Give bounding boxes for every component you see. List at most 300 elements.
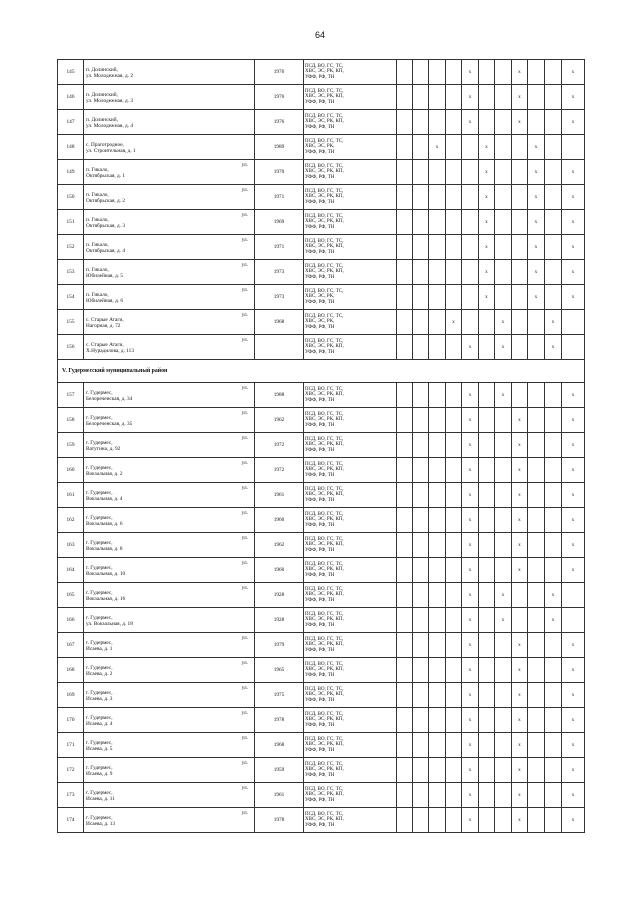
mark-cell: [528, 110, 545, 135]
street-prefix: ул.: [241, 660, 248, 666]
mark-cell: [462, 210, 479, 235]
mark-cell: [528, 508, 545, 533]
address-text: п. Долинский, ул. Молодежная, д. 3: [86, 91, 133, 104]
mark-cell: [429, 85, 446, 110]
mark-cell: [397, 583, 413, 608]
mark-cell: x: [462, 758, 479, 783]
address-text: г. Гудермес, Вокзальная, д. 6: [86, 514, 123, 527]
row-number: 156: [58, 335, 84, 360]
works-cell: ПСД, ВО, ГС, ТС, ХВС, ЭС, РК, КП, УФФ, РФ, ТН: [304, 758, 397, 783]
mark-cell: [397, 633, 413, 658]
mark-cell: [479, 683, 495, 708]
mark-cell: x: [545, 335, 562, 360]
mark-cell: [545, 558, 562, 583]
mark-cell: [462, 285, 479, 310]
year-cell: 1976: [255, 85, 304, 110]
mark-cell: x: [462, 733, 479, 758]
mark-cell: [429, 508, 446, 533]
mark-cell: [429, 433, 446, 458]
mark-cell: x: [462, 683, 479, 708]
mark-cell: [495, 808, 512, 833]
mark-cell: [429, 808, 446, 833]
mark-cell: [429, 558, 446, 583]
row-number: 160: [58, 458, 84, 483]
mark-cell: [512, 583, 528, 608]
mark-cell: x: [545, 583, 562, 608]
mark-cell: [495, 160, 512, 185]
address-cell: [84, 235, 255, 260]
mark-cell: [397, 658, 413, 683]
works-cell: ПСД, ВО, ГС, ТС, ХВС, ЭС, РК, КП, УФФ, РФ, ТН: [304, 783, 397, 808]
mark-cell: [545, 758, 562, 783]
street-prefix: ул.: [241, 435, 248, 441]
table-row: [58, 558, 585, 583]
mark-cell: [495, 210, 512, 235]
works-cell: ПСД, ВО, ГС, ТС, ХВС, ЭС, РК, КП, УФФ, РФ, ТН: [304, 708, 397, 733]
mark-cell: x: [479, 185, 495, 210]
works-cell: ПСД, ВО, ГС, ТС, ХВС, ЭС, РК, КП, УФФ, РФ, ТН: [304, 433, 397, 458]
mark-cell: [397, 808, 413, 833]
mark-cell: [512, 260, 528, 285]
mark-cell: [446, 558, 462, 583]
table-row: [58, 608, 585, 633]
works-cell: ПСД, ВО, ГС, ТС, ХВС, ЭС, РК, КП, УФФ, РФ, ТН: [304, 110, 397, 135]
mark-cell: [479, 508, 495, 533]
mark-cell: x: [562, 235, 585, 260]
mark-cell: x: [462, 533, 479, 558]
mark-cell: [528, 433, 545, 458]
mark-cell: [512, 285, 528, 310]
mark-cell: [479, 433, 495, 458]
address-text: г. Гудермес, Исаева, д. 4: [86, 714, 113, 727]
mark-cell: [545, 633, 562, 658]
mark-cell: x: [562, 633, 585, 658]
mark-cell: [446, 408, 462, 433]
address-cell: [84, 458, 255, 483]
year-cell: 1968: [255, 310, 304, 335]
address-text: п. Гикало, Юбилейная, д. 6: [86, 291, 124, 304]
address-text: с. Старые Атаги, Х.Нурадилова, д. 113: [86, 341, 134, 354]
mark-cell: [479, 633, 495, 658]
mark-cell: x: [562, 708, 585, 733]
mark-cell: [413, 210, 429, 235]
works-cell: ПСД, ВО, ГС, ТС, ХВС, ЭС, РК, КП, УФФ, РФ, ТН: [304, 383, 397, 408]
mark-cell: [397, 558, 413, 583]
address-cell: [84, 683, 255, 708]
mark-cell: [562, 583, 585, 608]
mark-cell: x: [562, 808, 585, 833]
table-row: [58, 683, 585, 708]
table-row: [58, 808, 585, 833]
street-prefix: ул.: [241, 535, 248, 541]
mark-cell: [512, 235, 528, 260]
address-text: п. Долинский, ул. Молодежная, д. 2: [86, 66, 133, 79]
street-prefix: ул.: [241, 560, 248, 566]
row-number: 165: [58, 583, 84, 608]
mark-cell: x: [512, 508, 528, 533]
mark-cell: [413, 135, 429, 160]
mark-cell: [545, 235, 562, 260]
mark-cell: x: [479, 260, 495, 285]
mark-cell: [512, 185, 528, 210]
mark-cell: x: [512, 533, 528, 558]
mark-cell: x: [462, 458, 479, 483]
street-prefix: ул.: [241, 785, 248, 791]
year-cell: 1973: [255, 285, 304, 310]
table-row: [58, 408, 585, 433]
address-text: г. Гудермес, Исаева, д. 5: [86, 739, 113, 752]
table-row: [58, 483, 585, 508]
mark-cell: [429, 633, 446, 658]
address-cell: [84, 483, 255, 508]
mark-cell: x: [562, 160, 585, 185]
mark-cell: [397, 60, 413, 85]
mark-cell: [429, 210, 446, 235]
street-prefix: ул.: [241, 337, 248, 343]
street-prefix: ул.: [241, 710, 248, 716]
mark-cell: [429, 783, 446, 808]
street-prefix: ул.: [241, 162, 248, 168]
mark-cell: x: [562, 285, 585, 310]
mark-cell: x: [528, 135, 545, 160]
mark-cell: [446, 683, 462, 708]
mark-cell: [397, 608, 413, 633]
mark-cell: x: [562, 508, 585, 533]
works-cell: ПСД, ВО, ГС, ТС, ХВС, ЭС, РК, КП, УФФ, РФ, ТН: [304, 483, 397, 508]
mark-cell: x: [495, 608, 512, 633]
mark-cell: x: [512, 658, 528, 683]
mark-cell: [446, 383, 462, 408]
table-row: [58, 583, 585, 608]
mark-cell: [429, 683, 446, 708]
table-row: [58, 533, 585, 558]
mark-cell: [462, 260, 479, 285]
mark-cell: [413, 160, 429, 185]
address-text: г. Гудермес, Вокзальная, д. 10: [86, 564, 126, 577]
mark-cell: x: [528, 285, 545, 310]
street-prefix: ул.: [241, 262, 248, 268]
mark-cell: [397, 683, 413, 708]
mark-cell: x: [479, 235, 495, 260]
table-row: [58, 458, 585, 483]
row-number: 163: [58, 533, 84, 558]
year-cell: 1960: [255, 508, 304, 533]
mark-cell: x: [462, 335, 479, 360]
table-row: [58, 733, 585, 758]
mark-cell: [545, 733, 562, 758]
mark-cell: [528, 558, 545, 583]
mark-cell: [545, 135, 562, 160]
address-cell: [84, 758, 255, 783]
works-cell: ПСД, ВО, ГС, ТС, ХВС, ЭС, РК, УФФ, РФ, ТН: [304, 135, 397, 160]
mark-cell: [429, 583, 446, 608]
street-prefix: ул.: [241, 485, 248, 491]
mark-cell: [429, 310, 446, 335]
address-cell: [84, 110, 255, 135]
address-text: г. Гудермес, Исаева, д. 9: [86, 764, 113, 777]
year-cell: 1989: [255, 135, 304, 160]
mark-cell: [479, 608, 495, 633]
street-prefix: ул.: [241, 312, 248, 318]
mark-cell: [512, 335, 528, 360]
row-number: 155: [58, 310, 84, 335]
mark-cell: [512, 210, 528, 235]
street-prefix: ул.: [241, 585, 248, 591]
address-text: г. Гудермес, Белореченская, д. 35: [86, 414, 133, 427]
mark-cell: [446, 758, 462, 783]
mark-cell: [545, 433, 562, 458]
mark-cell: x: [462, 783, 479, 808]
mark-cell: [545, 658, 562, 683]
table-row: [58, 708, 585, 733]
mark-cell: [479, 658, 495, 683]
row-number: 174: [58, 808, 84, 833]
mark-cell: [429, 235, 446, 260]
year-cell: 1976: [255, 60, 304, 85]
mark-cell: [413, 383, 429, 408]
mark-cell: [528, 633, 545, 658]
mark-cell: [562, 608, 585, 633]
mark-cell: [495, 433, 512, 458]
mark-cell: [397, 408, 413, 433]
year-cell: 1969: [255, 210, 304, 235]
mark-cell: x: [479, 160, 495, 185]
row-number: 164: [58, 558, 84, 583]
mark-cell: [413, 533, 429, 558]
mark-cell: [446, 285, 462, 310]
street-prefix: ул.: [241, 287, 248, 293]
address-text: п. Гикало, Октябрьская, д. 1: [86, 166, 126, 179]
table-body-part1: [58, 60, 585, 360]
mark-cell: x: [512, 758, 528, 783]
mark-cell: [495, 733, 512, 758]
mark-cell: [413, 60, 429, 85]
mark-cell: [495, 508, 512, 533]
address-text: с. Старые Атаги, Нагорная, д. 72: [86, 316, 124, 329]
year-cell: 1971: [255, 235, 304, 260]
section-header: [58, 360, 585, 383]
table-row: [58, 758, 585, 783]
mark-cell: [495, 458, 512, 483]
mark-cell: [512, 160, 528, 185]
mark-cell: [495, 558, 512, 583]
mark-cell: [429, 285, 446, 310]
works-cell: ПСД, ВО, ГС, ТС, ХВС, ЭС, РК, КП, УФФ, РФ, ТН: [304, 185, 397, 210]
address-text: г. Гудермес, Исаева, д. 1: [86, 639, 113, 652]
row-number: 152: [58, 235, 84, 260]
mark-cell: [397, 160, 413, 185]
mark-cell: [528, 808, 545, 833]
mark-cell: [397, 708, 413, 733]
address-cell: [84, 708, 255, 733]
row-number: 154: [58, 285, 84, 310]
mark-cell: x: [479, 210, 495, 235]
street-prefix: ул.: [241, 212, 248, 218]
street-prefix: ул.: [241, 187, 248, 193]
mark-cell: [495, 135, 512, 160]
address-cell: [84, 408, 255, 433]
mark-cell: [413, 758, 429, 783]
table-row: [58, 658, 585, 683]
mark-cell: [397, 483, 413, 508]
mark-cell: [495, 658, 512, 683]
mark-cell: x: [562, 533, 585, 558]
address-text: г. Гудермес, Белореченская, д. 34: [86, 389, 133, 402]
mark-cell: [545, 210, 562, 235]
mark-cell: [413, 808, 429, 833]
address-cell: [84, 285, 255, 310]
mark-cell: x: [512, 733, 528, 758]
mark-cell: [479, 533, 495, 558]
mark-cell: x: [462, 808, 479, 833]
mark-cell: x: [495, 310, 512, 335]
row-number: 159: [58, 433, 84, 458]
mark-cell: [429, 383, 446, 408]
address-cell: [84, 185, 255, 210]
table-row: [58, 185, 585, 210]
page-number: 64: [314, 30, 325, 40]
mark-cell: [429, 335, 446, 360]
address-text: г. Гудермес, Вокзальная, д. 8: [86, 539, 123, 552]
mark-cell: x: [495, 583, 512, 608]
address-text: г. Гудермес, Исаева, д. 13: [86, 814, 116, 827]
works-cell: ПСД, ВО, ГС, ТС, ХВС, ЭС, РК, КП, УФФ, РФ, ТН: [304, 160, 397, 185]
mark-cell: [397, 733, 413, 758]
mark-cell: [495, 683, 512, 708]
mark-cell: [413, 783, 429, 808]
mark-cell: [413, 285, 429, 310]
mark-cell: [397, 383, 413, 408]
mark-cell: [446, 60, 462, 85]
street-prefix: ул.: [241, 410, 248, 416]
mark-cell: [495, 110, 512, 135]
mark-cell: [545, 708, 562, 733]
mark-cell: [545, 160, 562, 185]
row-number: 157: [58, 383, 84, 408]
mark-cell: [446, 433, 462, 458]
address-cell: [84, 508, 255, 533]
street-prefix: ул.: [241, 810, 248, 816]
mark-cell: [429, 458, 446, 483]
year-cell: 1973: [255, 260, 304, 285]
row-number: 168: [58, 658, 84, 683]
mark-cell: [446, 533, 462, 558]
row-number: 149: [58, 160, 84, 185]
year-cell: 1979: [255, 633, 304, 658]
mark-cell: [446, 335, 462, 360]
section-row: [58, 360, 585, 383]
mark-cell: x: [528, 210, 545, 235]
year-cell: 1978: [255, 808, 304, 833]
table-row: [58, 135, 585, 160]
address-cell: [84, 558, 255, 583]
year-cell: 1976: [255, 110, 304, 135]
table-row: [58, 235, 585, 260]
mark-cell: [462, 235, 479, 260]
mark-cell: x: [462, 433, 479, 458]
mark-cell: [397, 85, 413, 110]
mark-cell: x: [562, 260, 585, 285]
works-cell: ПСД, ВО, ГС, ТС, ХВС, ЭС, РК, КП, УФФ, РФ, ТН: [304, 508, 397, 533]
mark-cell: [545, 683, 562, 708]
works-cell: ПСД, ВО, ГС, ТС, ХВС, ЭС, РК, КП, УФФ, РФ, ТН: [304, 210, 397, 235]
mark-cell: [479, 583, 495, 608]
mark-cell: x: [562, 60, 585, 85]
year-cell: 1928: [255, 583, 304, 608]
mark-cell: [512, 135, 528, 160]
mark-cell: x: [429, 135, 446, 160]
mark-cell: [446, 508, 462, 533]
table-row: [58, 633, 585, 658]
table-row: [58, 160, 585, 185]
year-cell: 1961: [255, 783, 304, 808]
mark-cell: [397, 310, 413, 335]
address-cell: [84, 60, 255, 85]
row-number: 145: [58, 60, 84, 85]
mark-cell: [446, 85, 462, 110]
year-cell: 1962: [255, 533, 304, 558]
street-prefix: ул.: [241, 237, 248, 243]
mark-cell: [479, 558, 495, 583]
year-cell: 1928: [255, 608, 304, 633]
mark-cell: [495, 60, 512, 85]
mark-cell: [479, 85, 495, 110]
mark-cell: x: [512, 483, 528, 508]
works-cell: ПСД, ВО, ГС, ТС, ХВС, ЭС, РК, КП, УФФ, РФ, ТН: [304, 85, 397, 110]
mark-cell: x: [462, 608, 479, 633]
mark-cell: [528, 658, 545, 683]
street-prefix: ул.: [241, 385, 248, 391]
mark-cell: [528, 310, 545, 335]
year-cell: 1972: [255, 458, 304, 483]
mark-cell: x: [462, 383, 479, 408]
mark-cell: [545, 808, 562, 833]
mark-cell: x: [512, 633, 528, 658]
mark-cell: x: [479, 285, 495, 310]
mark-cell: [429, 60, 446, 85]
mark-cell: x: [512, 60, 528, 85]
works-cell: ПСД, ВО, ГС, ТС, ХВС, ЭС, РК, УФФ, РФ, ТН: [304, 310, 397, 335]
mark-cell: [495, 408, 512, 433]
row-number: 158: [58, 408, 84, 433]
works-cell: ПСД, ВО, ГС, ТС, ХВС, ЭС, РК, КП, УФФ, РФ, ТН: [304, 683, 397, 708]
works-cell: ПСД, ВО, ГС, ТС, ХВС, ЭС, РК, КП, УФФ, РФ, ТН: [304, 608, 397, 633]
mark-cell: x: [562, 408, 585, 433]
mark-cell: x: [462, 483, 479, 508]
address-cell: [84, 383, 255, 408]
table-row: [58, 335, 585, 360]
mark-cell: [413, 733, 429, 758]
row-number: 172: [58, 758, 84, 783]
mark-cell: [528, 583, 545, 608]
mark-cell: [479, 60, 495, 85]
street-prefix: ул.: [241, 735, 248, 741]
mark-cell: [413, 633, 429, 658]
mark-cell: x: [562, 110, 585, 135]
works-cell: ПСД, ВО, ГС, ТС, ХВС, ЭС, РК, КП, УФФ, РФ, ТН: [304, 558, 397, 583]
address-text: п. Гикало, Октябрьская, д. 4: [86, 241, 126, 254]
mark-cell: [545, 408, 562, 433]
address-cell: [84, 210, 255, 235]
mark-cell: x: [512, 783, 528, 808]
mark-cell: [462, 185, 479, 210]
mark-cell: x: [495, 335, 512, 360]
mark-cell: [429, 658, 446, 683]
mark-cell: [462, 310, 479, 335]
mark-cell: [446, 235, 462, 260]
mark-cell: [495, 758, 512, 783]
works-cell: ПСД, ВО, ГС, ТС, ХВС, ЭС, РК, КП, УФФ, РФ, ТН: [304, 235, 397, 260]
